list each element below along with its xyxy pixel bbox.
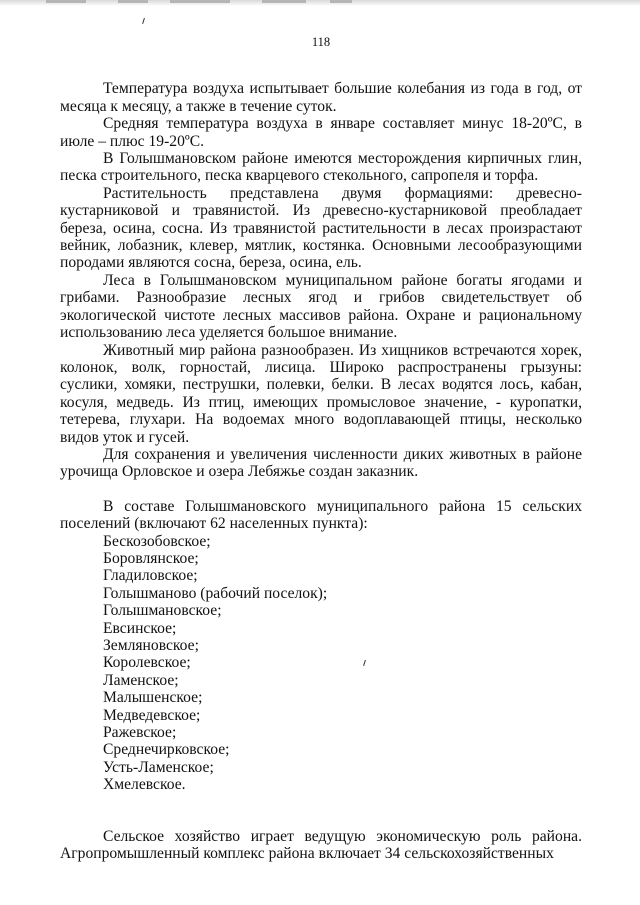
paragraph-list-intro: В составе Голышмановского муниципального района 15 сельских поселений (включают 62 населенных пункта):: [60, 497, 582, 533]
scan-artifact: [262, 0, 306, 3]
list-item: Королевское;: [103, 654, 191, 672]
settlements-list: [60, 533, 582, 794]
list-item: Среднечирковское;: [103, 741, 230, 759]
list-item: Малышенское;: [103, 689, 203, 707]
list-item: Земляновское;: [103, 637, 199, 654]
list-item: Евсинское;: [103, 619, 177, 637]
paragraph-spacer: [60, 811, 582, 828]
paragraph-average-temperature: Средняя температура воздуха в январе составляет минус 18-20ºС, в июле – плюс 19-20ºС.: [60, 115, 582, 150]
paragraph-fauna: Животный мир района разнообразен. Из хищников встречаются хорек, колонок, волк, горностай, лисица. Широко распространены грызуны: суслики, хомяки, пеструшки, полевки, белки. В лесах водятся лось, кабан, косуля, медведь. Из птиц, имеющих промысловое значение, - куропатки, тетерева, глухари. На водоемах много водоплавающей птицы, несколько видов уток и гусей.: [60, 341, 582, 446]
scan-artifact: [46, 0, 86, 3]
page-number: 118: [311, 35, 331, 49]
list-item: Медведевское;: [103, 706, 201, 724]
scan-artifact: [330, 0, 352, 3]
document-page: [60, 34, 582, 862]
list-item: Гладиловское;: [103, 567, 198, 585]
paragraph-temperature-variation: Температура воздуха испытывает большие колебания из года в год, от месяца к месяцу, а также в течение суток.: [60, 80, 582, 115]
list-item: Боровлянское;: [103, 549, 199, 567]
scan-artifact: [170, 0, 230, 3]
list-item: Голышманово (рабочий поселок);: [103, 584, 328, 602]
scan-speck: [142, 18, 145, 24]
paragraph-vegetation: Растительность представлена двумя формациями: древесно-кустарниковой и травянистой. Из древесно-кустарниковой преобладает береза, осина, сосна. Из травянистой растительности в лесах произрастают вейник, лобазник, клевер, мятлик, костянка. Основными лесообразующими породами являются сосна, береза, осина, ель.: [60, 184, 582, 272]
paragraph-mineral-deposits: В Голышмановском районе имеются месторождения кирпичных глин, песка строительного, песка кварцевого стекольного, сапропеля и торфа.: [60, 150, 582, 185]
scan-edge-shadow: [0, 0, 640, 6]
list-item: Бескозобовское;: [103, 532, 211, 550]
paragraph-spacer: [60, 794, 582, 811]
scan-artifact: [118, 0, 148, 3]
list-item: Усть-Ламенское;: [103, 758, 214, 776]
paragraph-forests: Леса в Голышмановском муниципальном районе богаты ягодами и грибами. Разнообразие лесных ягод и грибов свидетельствует об экологической чистоте лесных массивов района. Охране и рациональному использованию леса уделяется большое внимание.: [60, 271, 582, 342]
paragraph-spacer: [60, 481, 582, 498]
list-item: Голышмановское;: [103, 602, 222, 620]
paragraph-agriculture: Сельское хозяйство играет ведущую экономическую роль района. Агропромышленный комплекс района включает 34 сельскохозяйственных: [60, 827, 582, 863]
paragraph-reserve: Для сохранения и увеличения численности диких животных в районе урочища Орловское и озера Лебяжье создан заказник.: [60, 445, 582, 481]
list-item: Ражевское;: [103, 724, 177, 742]
list-item: Хмелевское.: [103, 776, 186, 794]
list-item: Ламенское;: [103, 671, 179, 689]
